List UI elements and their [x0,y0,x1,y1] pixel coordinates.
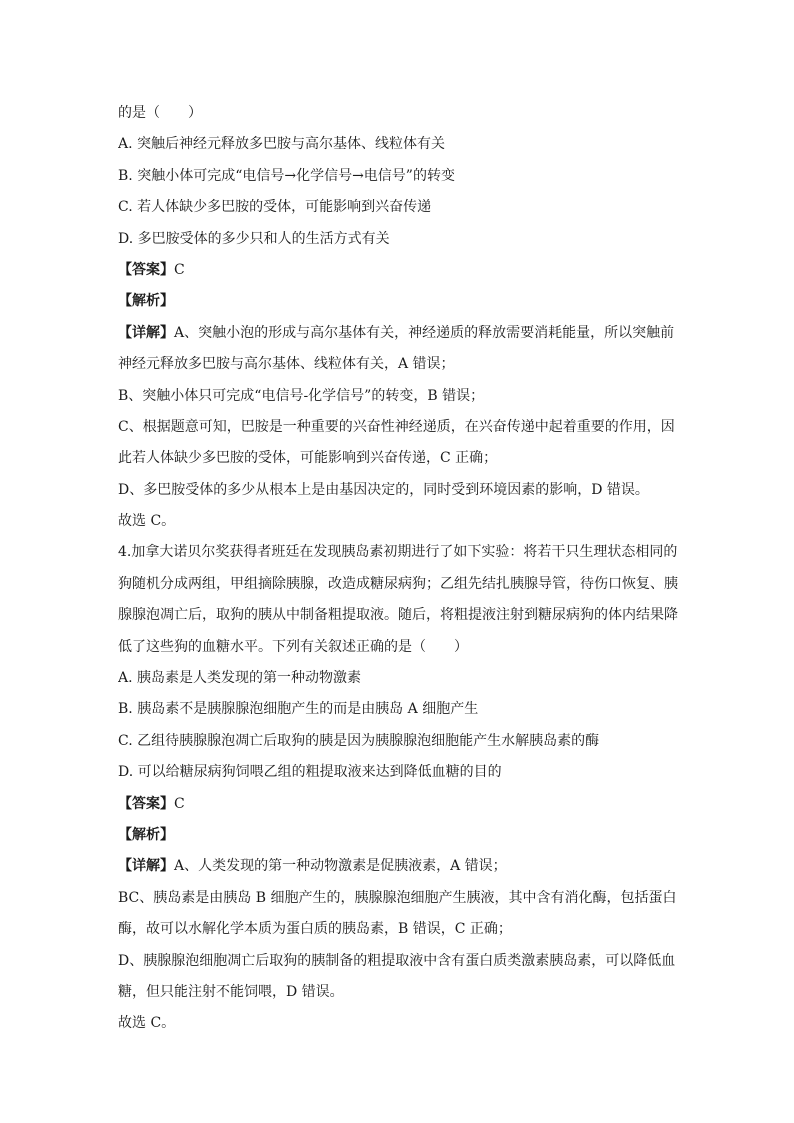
q3-answer [118,257,678,288]
q3-detail-label: 【详解】 [118,324,174,341]
q3-detail-line-1 [118,320,678,351]
q3-option-b: B. 突触小体可完成“电信号→化学信号→电信号”的转变 [118,167,455,184]
document-page [118,100,678,1042]
q3-answer-value: C [174,261,185,278]
q4-stem-line-2: 狗随机分成两组，甲组摘除胰腺，改造成糖尿病狗；乙组先结扎胰腺导管，待伤口恢复、胰 [118,575,678,592]
q3-option-c: C. 若人体缺少多巴胺的受体，可能影响到兴奋传递 [118,199,432,216]
q3-conclusion: 故选 C。 [118,513,176,530]
q3-detail-line-3: B、突触小体只可完成“电信号-化学信号”的转变，B 错误； [118,387,485,404]
q3-detail-line-5: 此若人体缺少多巴胺的受体，可能影响到兴奋传递，C 正确； [118,450,498,467]
q4-stem-line-4: 低了这些狗的血糖水平。下列有关叙述正确的是（ ） [118,638,468,655]
q3-answer-label: 【答案】 [118,261,174,278]
q4-stem-line-3: 腺腺泡凋亡后，取狗的胰从中制备粗提取液。随后，将粗提液注射到糖尿病狗的体内结果降 [118,607,678,624]
q4-answer-value: C [174,795,185,812]
q4-detail-line-5: 糖，但只能注射不能饲喂，D 错误。 [118,983,344,1000]
q4-analysis-label: 【解析】 [118,826,174,843]
q4-option-d: D. 可以给糖尿病狗饲喂乙组的粗提取液来达到降低血糖的目的 [118,764,502,781]
q3-detail-line-2: 神经元释放多巴胺与高尔基体、线粒体有关，A 错误； [118,356,455,373]
q3-detail-line-6: D、多巴胺受体的多少从根本上是由基因决定的，同时受到环境因素的影响，D 错误。 [118,481,649,498]
q4-answer-label: 【答案】 [118,795,174,812]
q3-detail-text-1: A、突触小泡的形成与高尔基体有关，神经递质的释放需要消耗能量，所以突触前 [174,324,675,341]
q4-detail-line-2: BC、胰岛素是由胰岛 B 细胞产生的，胰腺腺泡细胞产生胰液，其中含有消化酶，包括蛋白 [118,889,677,906]
q4-detail-text-1: A、人类发现的第一种动物激素是促胰液素，A 错误； [174,858,507,875]
q3-detail-line-4: C、根据题意可知，巴胺是一种重要的兴奋性神经递质，在兴奋传递中起着重要的作用，因 [118,418,675,435]
q4-stem-line-1: 4.加拿大诺贝尔奖获得者班廷在发现胰岛素初期进行了如下实验：将若干只生理状态相同的 [118,544,678,561]
q4-option-b: B. 胰岛素不是胰腺腺泡细胞产生的而是由胰岛 A 细胞产生 [118,701,479,718]
q4-detail-line-4: D、胰腺腺泡细胞凋亡后取狗的胰制备的粗提取液中含有蛋白质类激素胰岛素，可以降低血 [118,952,676,969]
q3-stem-end: 的是（ ） [118,105,202,121]
q4-option-a: A. 胰岛素是人类发现的第一种动物激素 [118,670,362,687]
q3-option-d: D. 多巴胺受体的多少只和人的生活方式有关 [118,230,390,247]
q3-analysis-label: 【解析】 [118,293,174,310]
q4-conclusion: 故选 C。 [118,1015,176,1032]
q4-detail-label: 【详解】 [118,858,174,875]
q3-option-a: A. 突触后神经元释放多巴胺与高尔基体、线粒体有关 [118,136,446,153]
q4-detail-line-1 [118,853,678,884]
q4-detail-line-3: 酶，故可以水解化学本质为蛋白质的胰岛素，B 错误，C 正确； [118,921,512,938]
q4-answer [118,791,678,822]
q4-option-c: C. 乙组待胰腺腺泡凋亡后取狗的胰是因为胰腺腺泡细胞能产生水解胰岛素的酶 [118,732,600,749]
